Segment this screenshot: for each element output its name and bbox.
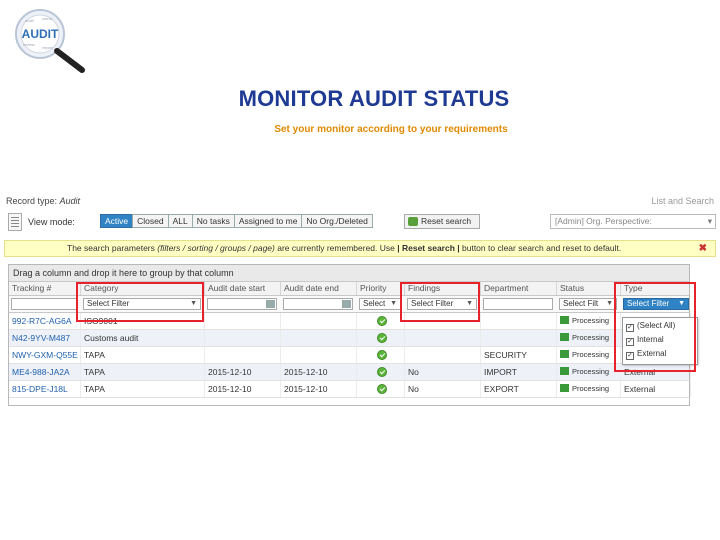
view-mode-assigned-button[interactable]: Assigned to me <box>234 214 303 228</box>
cell-category: TAPA <box>81 364 205 380</box>
col-status[interactable]: Status <box>557 282 621 295</box>
cell-start <box>205 347 281 363</box>
checkbox-checked-icon[interactable]: ✓ <box>627 352 633 359</box>
flag-icon <box>560 350 569 358</box>
flag-icon <box>560 316 569 324</box>
notice-text-2: (filters / sorting / groups / page) <box>157 243 275 253</box>
status-text: Processing <box>572 384 610 393</box>
cell-end: 2015-12-10 <box>281 381 357 397</box>
cell-tracking[interactable]: NWY-GXM-Q55E <box>9 347 81 363</box>
check-circle-icon <box>377 350 387 360</box>
status-text: Processing <box>572 350 610 359</box>
record-type-value: Audit <box>59 196 81 206</box>
cell-category: ISO9001 <box>81 313 205 329</box>
col-category[interactable]: Category <box>81 282 205 295</box>
checkbox-checked-icon[interactable]: ✓ <box>627 324 633 331</box>
grid-body <box>9 313 689 398</box>
cell-end: 2015-12-10 <box>281 364 357 380</box>
cell-category: TAPA <box>81 381 205 397</box>
check-circle-icon <box>377 333 387 343</box>
type-option-external[interactable] <box>626 348 697 362</box>
view-mode-active-button[interactable]: Active <box>100 214 133 228</box>
department-filter-input[interactable] <box>483 298 553 310</box>
status-text: Processing <box>572 367 610 376</box>
page-subtitle: Set your monitor according to your requirements <box>274 124 508 135</box>
type-option-label: (Select All) <box>637 321 676 330</box>
col-findings[interactable]: Findings <box>405 282 481 295</box>
cell-department: IMPORT <box>481 364 557 380</box>
type-option-label: External <box>637 349 667 358</box>
table-row[interactable] <box>9 381 689 398</box>
record-type-label: Record type: <box>6 196 58 206</box>
cell-type: External <box>621 381 691 397</box>
cell-priority <box>357 347 405 363</box>
cell-status <box>557 381 621 397</box>
type-filter-value: Select Filter <box>627 299 670 308</box>
flag-icon <box>560 384 569 392</box>
cell-status <box>557 347 621 363</box>
list-and-search-link[interactable]: List and Search <box>651 196 714 206</box>
svg-text:audit: audit <box>25 18 34 23</box>
view-mode-closed-button[interactable]: Closed <box>132 214 168 228</box>
cell-end <box>281 330 357 346</box>
cell-start: 2015-12-10 <box>205 364 281 380</box>
svg-text:review: review <box>23 42 35 47</box>
chevron-down-icon: ▼ <box>390 300 397 307</box>
magnifier-icon <box>10 4 92 80</box>
cell-category: TAPA <box>81 347 205 363</box>
chevron-down-icon: ▼ <box>190 300 197 307</box>
cell-type: External <box>621 364 691 380</box>
cell-priority <box>357 364 405 380</box>
view-mode-label: View mode: <box>28 217 75 227</box>
cell-end <box>281 313 357 329</box>
col-priority[interactable]: Priority <box>357 282 405 295</box>
date-end-filter[interactable] <box>283 298 353 310</box>
chevron-down-icon: ▾ <box>707 216 712 226</box>
view-mode-buttons <box>100 214 372 228</box>
col-audit-date-end[interactable]: Audit date end <box>281 282 357 295</box>
cell-department <box>481 313 557 329</box>
cell-status <box>557 330 621 346</box>
notice-text-4: | Reset search | <box>397 243 460 253</box>
findings-filter-select[interactable] <box>407 298 477 310</box>
reset-search-button[interactable] <box>404 214 480 229</box>
status-filter-select[interactable] <box>559 298 617 310</box>
cell-findings <box>405 313 481 329</box>
chevron-down-icon: ▼ <box>678 300 685 307</box>
date-start-filter[interactable] <box>207 298 277 310</box>
perspective-select[interactable] <box>550 214 716 229</box>
type-filter-dropdown <box>622 317 698 365</box>
cell-findings: No <box>405 381 481 397</box>
cell-start <box>205 330 281 346</box>
type-filter-select[interactable] <box>623 298 689 310</box>
priority-filter-select[interactable] <box>359 298 401 310</box>
cell-category: Customs audit <box>81 330 205 346</box>
audit-grid <box>8 264 690 406</box>
check-circle-icon <box>377 384 387 394</box>
category-filter-value: Select Filter <box>87 299 130 308</box>
view-mode-all-button[interactable]: ALL <box>168 214 193 228</box>
table-row[interactable] <box>9 330 689 347</box>
view-mode-no-tasks-button[interactable]: No tasks <box>192 214 235 228</box>
page-title: MONITOR AUDIT STATUS <box>238 86 510 111</box>
type-option-select-all[interactable] <box>626 320 697 334</box>
notice-text-1: The search parameters <box>67 243 158 253</box>
table-row[interactable] <box>9 313 689 330</box>
calendar-icon[interactable] <box>342 300 351 308</box>
cell-start <box>205 313 281 329</box>
tracking-filter-input[interactable] <box>11 298 77 310</box>
cell-priority <box>357 313 405 329</box>
notice-text-3: are currently remembered. Use <box>274 243 398 253</box>
reset-icon <box>408 217 418 226</box>
group-by-panel[interactable]: Drag a column and drop it here to group by that column <box>9 265 689 282</box>
record-type <box>6 196 80 206</box>
cell-department: SECURITY <box>481 347 557 363</box>
cell-start: 2015-12-10 <box>205 381 281 397</box>
remembered-search-notice <box>4 240 716 257</box>
status-filter-value: Select Filt <box>563 299 599 308</box>
cell-status <box>557 313 621 329</box>
perspective-value: [Admin] Org. Perspective: <box>555 216 652 226</box>
cell-department <box>481 330 557 346</box>
cell-tracking[interactable]: N42-9YV-M487 <box>9 330 81 346</box>
status-text: Processing <box>572 333 610 342</box>
cell-end <box>281 347 357 363</box>
table-row[interactable] <box>9 364 689 381</box>
type-option-internal[interactable] <box>626 334 697 348</box>
col-type[interactable]: Type <box>624 283 643 293</box>
view-mode-no-org-button[interactable]: No Org./Deleted <box>301 214 372 228</box>
cell-findings <box>405 330 481 346</box>
reset-search-label: Reset search <box>421 216 472 226</box>
cell-priority <box>357 330 405 346</box>
notice-text-5: button to clear search and reset to default. <box>459 243 622 253</box>
cell-status <box>557 364 621 380</box>
col-tracking[interactable]: Tracking # <box>9 282 81 295</box>
list-icon[interactable] <box>8 213 22 231</box>
logo-text: AUDIT <box>21 27 59 41</box>
flag-icon <box>560 367 569 375</box>
status-text: Processing <box>572 316 610 325</box>
cell-tracking[interactable]: 815-DPE-J18L <box>9 381 81 397</box>
checkbox-checked-icon[interactable]: ✓ <box>627 338 633 345</box>
cell-tracking[interactable]: ME4-988-JA2A <box>9 364 81 380</box>
cell-findings <box>405 347 481 363</box>
toolbar <box>6 212 714 234</box>
cell-priority <box>357 381 405 397</box>
chevron-down-icon: ▼ <box>606 300 613 307</box>
priority-filter-value: Select <box>363 299 386 308</box>
svg-text:report: report <box>42 45 53 50</box>
col-audit-date-start[interactable]: Audit date start <box>205 282 281 295</box>
svg-text:check: check <box>42 16 53 21</box>
type-option-label: Internal <box>637 335 664 344</box>
grid-header <box>9 282 689 296</box>
category-filter-select[interactable] <box>83 298 201 310</box>
filter-row <box>9 296 689 313</box>
cell-department: EXPORT <box>481 381 557 397</box>
table-row[interactable] <box>9 347 689 364</box>
findings-filter-value: Select Filter <box>411 299 454 308</box>
audit-app <box>4 192 716 406</box>
cell-findings: No <box>405 364 481 380</box>
col-department[interactable]: Department <box>481 282 557 295</box>
check-circle-icon <box>377 367 387 377</box>
flag-icon <box>560 333 569 341</box>
close-icon[interactable]: ✖ <box>698 243 707 254</box>
chevron-down-icon: ▼ <box>466 300 473 307</box>
check-circle-icon <box>377 316 387 326</box>
audit-logo <box>10 4 92 80</box>
calendar-icon[interactable] <box>266 300 275 308</box>
cell-tracking[interactable]: 992-R7C-AG6A <box>9 313 81 329</box>
